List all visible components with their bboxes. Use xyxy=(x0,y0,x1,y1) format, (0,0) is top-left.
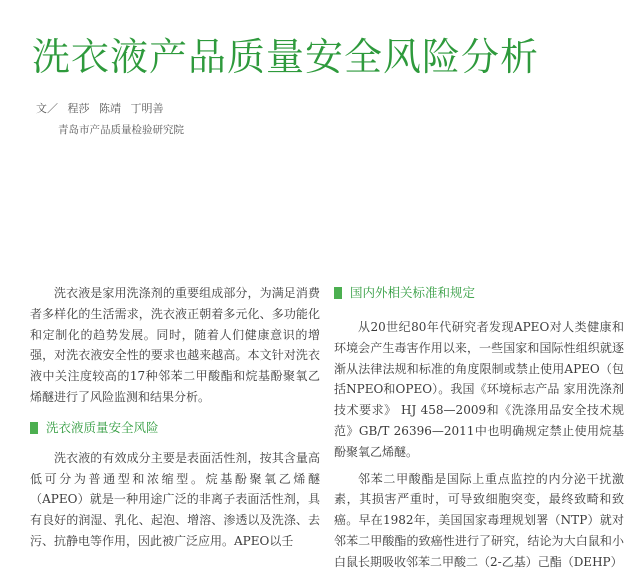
article-title: 洗衣液产品质量安全风险分析 xyxy=(32,35,540,79)
right-column xyxy=(334,283,624,573)
author-name: 陈靖 xyxy=(99,102,121,115)
body-paragraph: 从20世纪80年代研究者发现APEO对人类健康和环境会产生毒害作用以来，一些国家和国际性组织就逐渐从法律法规和标准的角度限制或禁止使用APEO（包括NPEO和OPEO）。我国《环境标志产品 家用洗涤剂技术要求》 HJ 458—2009和《洗涤用品安全技术规范》GB/T 26396—2011中也明确规定禁止使用烷基酚聚氧乙烯醚。 xyxy=(334,320,624,459)
author-affiliation: 青岛市产品质量检验研究院 xyxy=(58,124,184,136)
intro-paragraph: 洗衣液是家用洗涤剂的重要组成部分，为满足消费者多样化的生活需求，洗衣液正朝着多元化、多功能化和定制化的趋势发展。同时，随着人们健康意识的增强，对洗衣液安全性的要求也越来越高。本文针对洗衣液中关注度较高的17种邻苯二甲酸酯和烷基酚聚氧乙烯醚进行了风险监测和结果分析。 xyxy=(30,286,320,404)
byline xyxy=(36,100,170,116)
left-column xyxy=(30,283,320,552)
heading-marker xyxy=(30,422,38,434)
byline-prefix: 文／ xyxy=(36,102,58,115)
body-paragraph: 洗衣液的有效成分主要是表面活性剂，按其含量高低可分为普通型和浓缩型。烷基酚聚氧乙烯醚（APEO）就是一种用途广泛的非离子表面活性剂，具有良好的润湿、乳化、起泡、增溶、渗透以及洗涤、去污、抗静电等作用，因此被广泛应用。APEO以壬 xyxy=(30,450,320,548)
body-paragraph: 邻苯二甲酸酯是国际上重点监控的内分泌干扰激素，其损害严重时，可导致细胞突变，最终致畸和致癌。早在1982年，美国国家毒理规划署（NTP）就对邻苯二甲酸酯的致癌性进行了研究，结论为大白鼠和小白鼠长期吸收邻苯二甲酸二（2-乙基）己酯（DEHP） xyxy=(334,471,624,569)
section-heading xyxy=(30,418,320,438)
section-heading-text: 国内外相关标准和规定 xyxy=(350,285,476,300)
section-heading xyxy=(334,283,624,303)
author-name: 丁明善 xyxy=(130,102,164,115)
heading-marker xyxy=(334,287,342,299)
author-name: 程莎 xyxy=(67,102,90,115)
section-heading-text: 洗衣液质量安全风险 xyxy=(46,419,159,435)
